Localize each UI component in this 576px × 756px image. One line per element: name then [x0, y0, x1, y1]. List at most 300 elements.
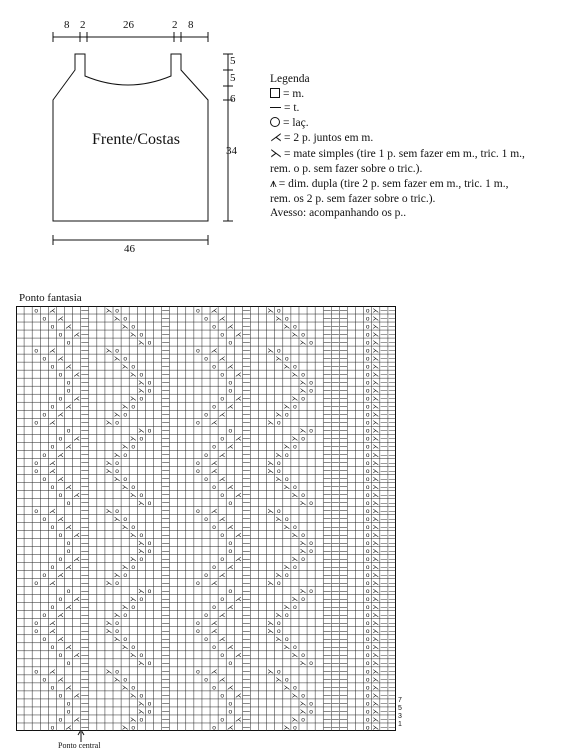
- stitch-symbol: o: [50, 523, 55, 531]
- purl-mark: —: [162, 531, 170, 539]
- purl-mark: —: [81, 555, 89, 563]
- purl-mark: —: [242, 676, 250, 684]
- purl-mark: —: [331, 700, 339, 708]
- purl-mark: —: [81, 491, 89, 499]
- stitch-symbol: o: [365, 515, 370, 523]
- purl-mark: —: [162, 307, 170, 315]
- stitch-symbol: o: [285, 355, 289, 363]
- purl-mark: —: [81, 547, 89, 555]
- purl-mark: —: [81, 563, 89, 571]
- stitch-symbol: ⋌: [57, 676, 64, 684]
- stitch-symbol: ⋌: [65, 403, 72, 411]
- stitch-symbol: ⋋: [299, 660, 307, 668]
- stitch-symbol: o: [123, 451, 127, 459]
- stitch-symbol: —: [388, 700, 396, 708]
- garment-schematic: [40, 14, 270, 264]
- stitch-symbol: o: [34, 620, 39, 628]
- stitch-symbol: o: [139, 371, 144, 379]
- stitch-symbol: ⋋: [267, 419, 274, 427]
- stitch-symbol: ⋌: [49, 347, 56, 355]
- stitch-symbol: o: [365, 531, 370, 539]
- stitch-symbol: ⋌: [218, 451, 226, 459]
- side-dim-1: 5: [230, 55, 236, 67]
- stitch-symbol: ⋋: [372, 612, 380, 620]
- purl-mark: —: [242, 716, 250, 724]
- top-dim-right-shoulder: 8: [188, 19, 194, 31]
- stitch-symbol: ⋌: [73, 435, 80, 443]
- stitch-symbol: o: [365, 307, 370, 315]
- purl-mark: —: [81, 475, 89, 483]
- purl-mark: —: [323, 619, 331, 627]
- stitch-symbol: ⋋: [299, 499, 307, 507]
- stitch-symbol: ⋌: [235, 652, 242, 660]
- purl-mark: —: [162, 700, 170, 708]
- stitch-symbol: ⋌: [210, 628, 218, 636]
- stitch-symbol: ⋋: [299, 547, 307, 555]
- purl-mark: —: [331, 411, 339, 419]
- purl-mark: —: [323, 371, 331, 379]
- stitch-symbol: —: [388, 451, 396, 459]
- purl-mark: —: [339, 603, 347, 611]
- stitch-symbol: ⋋: [372, 515, 380, 523]
- stitch-symbol: o: [42, 451, 47, 459]
- stitch-symbol: o: [131, 323, 136, 331]
- stitch-symbol: ⋋: [283, 644, 291, 652]
- purl-mark: —: [339, 619, 347, 627]
- purl-mark: —: [339, 323, 347, 331]
- purl-mark: —: [331, 579, 339, 587]
- stitch-symbol: ⋌: [65, 724, 72, 731]
- purl-mark: —: [242, 668, 250, 676]
- stitch-symbol: —: [380, 604, 388, 612]
- stitch-symbol: ⋋: [291, 692, 299, 700]
- stitch-symbol: ⋋: [372, 467, 380, 475]
- stitch-symbol: o: [58, 556, 63, 563]
- side-dim-4: 34: [226, 145, 237, 157]
- stitch-symbol: ⋋: [372, 419, 380, 427]
- stitch-symbol: o: [34, 307, 39, 315]
- purl-mark: —: [242, 459, 250, 467]
- stitch-symbol: o: [147, 588, 152, 596]
- stitch-symbol: ⋋: [372, 724, 380, 731]
- stitch-symbol: o: [228, 499, 233, 507]
- stitch-symbol: ⋌: [65, 604, 72, 612]
- top-dim-right-strap: 2: [172, 19, 178, 31]
- purl-mark: —: [242, 443, 250, 451]
- stitch-symbol: ⋋: [138, 539, 145, 547]
- stitch-symbol: o: [50, 724, 55, 731]
- stitch-symbol: ⋌: [235, 531, 242, 539]
- stitch-symbol: o: [309, 660, 313, 668]
- stitch-symbol: o: [365, 499, 370, 507]
- stitch-symbol: —: [388, 620, 396, 628]
- purl-mark: —: [242, 724, 250, 731]
- stitch-symbol: o: [139, 435, 144, 443]
- stitch-symbol: ⋌: [218, 636, 226, 644]
- purl-mark: —: [331, 611, 339, 619]
- stitch-symbol: o: [228, 547, 233, 555]
- stitch-symbol: —: [388, 411, 396, 419]
- top-dim-left-strap: 2: [80, 19, 86, 31]
- purl-mark: —: [162, 387, 170, 395]
- stitch-symbol: o: [42, 676, 47, 684]
- stitch-symbol: ⋌: [65, 483, 72, 491]
- stitch-symbol: o: [309, 387, 313, 395]
- stitch-symbol: ⋌: [210, 307, 218, 315]
- purl-mark: —: [162, 555, 170, 563]
- stitch-symbol: o: [50, 604, 55, 612]
- stitch-symbol: —: [380, 355, 388, 363]
- stitch-symbol: o: [276, 628, 281, 636]
- stitch-symbol: —: [380, 588, 388, 596]
- stitch-symbol: o: [34, 459, 39, 467]
- stitch-symbol: —: [388, 515, 396, 523]
- stitch-symbol: ⋌: [218, 475, 226, 483]
- purl-mark: —: [339, 660, 347, 668]
- purl-mark: —: [162, 467, 170, 475]
- stitch-symbol: o: [131, 684, 136, 692]
- stitch-symbol: o: [285, 515, 289, 523]
- purl-mark: —: [242, 692, 250, 700]
- stitch-symbol: ⋋: [275, 612, 283, 620]
- knit-square-icon: [270, 88, 280, 98]
- stitch-symbol: ⋌: [65, 684, 72, 692]
- purl-mark: —: [162, 716, 170, 724]
- stitch-symbol: ⋋: [105, 347, 113, 355]
- purl-mark: —: [162, 563, 170, 571]
- purl-mark: —: [242, 339, 250, 347]
- stitch-symbol: o: [139, 531, 144, 539]
- purl-mark: —: [331, 339, 339, 347]
- stitch-symbol: o: [365, 379, 370, 387]
- purl-mark: —: [81, 483, 89, 491]
- stitch-symbol: ⋌: [73, 395, 80, 403]
- stitch-symbol: ⋌: [210, 668, 218, 676]
- stitch-symbol: o: [276, 307, 281, 315]
- stitch-symbol: ⋋: [291, 331, 299, 339]
- stitch-symbol: o: [123, 475, 127, 483]
- stitch-symbol: o: [301, 435, 305, 443]
- stitch-symbol: —: [380, 724, 388, 731]
- stitch-symbol: ⋋: [372, 355, 380, 363]
- stitch-symbol: o: [50, 483, 55, 491]
- purl-mark: —: [323, 579, 331, 587]
- stitch-symbol: ⋋: [113, 636, 121, 644]
- stitch-symbol: o: [365, 660, 370, 668]
- stitch-symbol: —: [380, 371, 388, 379]
- purl-mark: —: [331, 323, 339, 331]
- stitch-symbol: —: [388, 668, 396, 676]
- purl-mark: —: [323, 708, 331, 716]
- purl-mark: —: [81, 652, 89, 660]
- stitch-symbol: ⋌: [227, 644, 234, 652]
- stitch-symbol: o: [365, 580, 370, 588]
- stitch-symbol: ⋋: [138, 547, 145, 555]
- purl-mark: —: [323, 684, 331, 692]
- stitch-symbol: o: [66, 339, 71, 347]
- purl-mark: —: [323, 435, 331, 443]
- purl-mark: —: [81, 411, 89, 419]
- stitch-symbol: ⋋: [291, 395, 299, 403]
- purl-mark: —: [331, 483, 339, 491]
- stitch-symbol: o: [365, 572, 370, 580]
- stitch-symbol: o: [365, 339, 370, 347]
- purl-mark: —: [339, 491, 347, 499]
- purl-mark: —: [81, 700, 89, 708]
- purl-mark: —: [162, 724, 170, 731]
- purl-mark: —: [242, 379, 250, 387]
- stitch-symbol: —: [388, 724, 396, 731]
- stitch-symbol: o: [115, 580, 119, 588]
- stitch-symbol: o: [50, 644, 55, 652]
- stitch-symbol: ⋋: [105, 459, 113, 467]
- stitch-symbol: o: [293, 564, 297, 572]
- stitch-symbol: ⋋: [372, 331, 380, 339]
- stitch-symbol: o: [147, 387, 152, 395]
- stitch-symbol: o: [123, 636, 127, 644]
- purl-mark: —: [339, 395, 347, 403]
- purl-mark: —: [339, 587, 347, 595]
- stitch-symbol: ⋋: [129, 652, 137, 660]
- stitch-symbol: —: [380, 379, 388, 387]
- purl-mark: —: [162, 339, 170, 347]
- stitch-symbol: o: [139, 331, 144, 339]
- stitch-symbol: o: [58, 596, 63, 604]
- stitch-symbol: o: [365, 604, 370, 612]
- stitch-symbol: ⋌: [235, 395, 242, 403]
- purl-mark: —: [81, 347, 89, 355]
- stitch-symbol: o: [212, 483, 216, 491]
- stitch-symbol: —: [388, 572, 396, 580]
- stitch-symbol: o: [365, 419, 370, 427]
- stitch-symbol: —: [380, 499, 388, 507]
- purl-mark: —: [331, 708, 339, 716]
- stitch-symbol: —: [388, 379, 396, 387]
- stitch-symbol: ⋋: [129, 692, 137, 700]
- purl-mark: —: [323, 307, 331, 315]
- stitch-symbol: ⋋: [267, 459, 274, 467]
- stitch-symbol: o: [58, 371, 63, 379]
- stitch-symbol: ⋋: [275, 676, 283, 684]
- stitch-symbol: —: [380, 531, 388, 539]
- stitch-symbol: o: [365, 644, 370, 652]
- stitch-symbol: ⋋: [372, 443, 380, 451]
- stitch-symbol: o: [204, 612, 208, 620]
- stitch-symbol: ⋌: [49, 580, 56, 588]
- stitch-symbol: o: [365, 403, 370, 411]
- stitch-symbol: o: [301, 331, 305, 339]
- stitch-symbol: ⋋: [113, 572, 121, 580]
- purl-mark: —: [323, 331, 331, 339]
- stitch-symbol: o: [66, 708, 71, 716]
- stitch-symbol: o: [365, 612, 370, 620]
- purl-mark: —: [339, 459, 347, 467]
- stitch-symbol: ⋋: [372, 580, 380, 588]
- side-dim-3: 6: [230, 93, 236, 105]
- stitch-symbol: ⋋: [299, 708, 307, 716]
- purl-mark: —: [162, 411, 170, 419]
- stitch-symbol: o: [365, 620, 370, 628]
- stitch-symbol: ⋋: [372, 507, 380, 515]
- stitch-symbol: o: [34, 580, 39, 588]
- stitch-symbol: o: [115, 347, 119, 355]
- stitch-symbol: o: [293, 523, 297, 531]
- purl-mark: —: [81, 628, 89, 636]
- purl-mark: —: [323, 595, 331, 603]
- purl-mark: —: [162, 499, 170, 507]
- stitch-symbol: o: [365, 483, 370, 491]
- stitch-symbol: o: [220, 395, 224, 403]
- stitch-symbol: o: [58, 491, 63, 499]
- stitch-symbol: ⋌: [65, 323, 72, 331]
- purl-mark: —: [339, 547, 347, 555]
- purl-mark: —: [323, 507, 331, 515]
- stitch-symbol: —: [380, 467, 388, 475]
- stitch-symbol: —: [388, 419, 396, 427]
- stitch-symbol: —: [380, 435, 388, 443]
- stitch-symbol: o: [365, 539, 370, 547]
- stitch-symbol: o: [50, 684, 55, 692]
- purl-mark: —: [331, 387, 339, 395]
- stitch-symbol: o: [34, 668, 39, 676]
- stitch-symbol: ⋌: [73, 556, 80, 563]
- purl-mark: —: [339, 507, 347, 515]
- stitch-symbol: o: [212, 403, 216, 411]
- stitch-symbol: —: [388, 331, 396, 339]
- stitch-symbol: o: [34, 419, 39, 427]
- purl-mark: —: [162, 419, 170, 427]
- stitch-symbol: o: [42, 315, 47, 323]
- purl-mark: —: [242, 531, 250, 539]
- stitch-symbol: o: [220, 652, 224, 660]
- stitch-symbol: o: [196, 307, 200, 315]
- purl-mark: —: [242, 491, 250, 499]
- purl-mark: —: [242, 475, 250, 483]
- stitch-symbol: ⋋: [291, 435, 299, 443]
- stitch-symbol: ⋋: [372, 315, 380, 323]
- purl-mark: —: [339, 724, 347, 731]
- stitch-symbol: ⋋: [291, 596, 299, 604]
- piece-label: Frente/Costas: [92, 131, 180, 148]
- stitch-symbol: ⋋: [299, 539, 307, 547]
- stitch-symbol: o: [365, 564, 370, 572]
- stitch-symbol: o: [34, 507, 39, 515]
- purl-mark: —: [339, 499, 347, 507]
- stitch-symbol: o: [365, 507, 370, 515]
- stitch-symbol: ⋌: [73, 491, 80, 499]
- stitch-symbol: o: [309, 700, 313, 708]
- stitch-symbol: ⋌: [49, 507, 56, 515]
- side-dim-2: 5: [230, 72, 236, 84]
- stitch-symbol: o: [228, 660, 233, 668]
- purl-mark: —: [162, 435, 170, 443]
- purl-mark: —: [162, 315, 170, 323]
- stitch-symbol: o: [285, 612, 289, 620]
- purl-mark: —: [162, 708, 170, 716]
- purl-mark: —: [81, 427, 89, 435]
- stitch-symbol: ⋌: [57, 411, 64, 419]
- stitch-symbol: ⋋: [283, 523, 291, 531]
- purl-mark: —: [323, 499, 331, 507]
- stitch-symbol: —: [380, 708, 388, 716]
- stitch-symbol: o: [365, 387, 370, 395]
- stitch-symbol: ⋌: [57, 315, 64, 323]
- stitch-symbol: o: [147, 708, 152, 716]
- purl-mark: —: [242, 435, 250, 443]
- stitch-symbol: o: [196, 467, 200, 475]
- purl-mark: —: [323, 411, 331, 419]
- purl-mark: —: [162, 668, 170, 676]
- stitch-symbol: o: [115, 668, 119, 676]
- purl-mark: —: [323, 315, 331, 323]
- stitch-symbol: ⋋: [121, 363, 129, 371]
- purl-mark: —: [339, 387, 347, 395]
- stitch-symbol: ⋋: [372, 676, 380, 684]
- stitch-symbol: —: [388, 347, 396, 355]
- stitch-symbol: ⋋: [372, 644, 380, 652]
- stitch-symbol: o: [204, 355, 208, 363]
- stitch-symbol: o: [276, 668, 281, 676]
- purl-mark: —: [81, 499, 89, 507]
- purl-mark: —: [323, 644, 331, 652]
- stitch-symbol: o: [58, 395, 63, 403]
- purl-mark: —: [81, 323, 89, 331]
- purl-mark: —: [323, 628, 331, 636]
- purl-mark: —: [323, 403, 331, 411]
- purl-mark: —: [323, 531, 331, 539]
- stitch-symbol: o: [365, 395, 370, 403]
- stitch-symbol: ⋋: [372, 652, 380, 660]
- stitch-symbol: ⋋: [121, 644, 129, 652]
- stitch-symbol: ⋋: [138, 660, 145, 668]
- stitch-symbol: ⋋: [372, 387, 380, 395]
- stitch-symbol: o: [285, 451, 289, 459]
- stitch-symbol: o: [196, 347, 200, 355]
- stitch-symbol: ⋌: [235, 331, 242, 339]
- purl-mark: —: [81, 515, 89, 523]
- stitch-symbol: —: [388, 523, 396, 531]
- stitch-symbol: —: [380, 483, 388, 491]
- purl-mark: —: [242, 387, 250, 395]
- stitch-symbol: ⋌: [227, 724, 234, 731]
- purl-mark: —: [339, 555, 347, 563]
- stitch-symbol: —: [380, 427, 388, 435]
- purl-mark: —: [81, 419, 89, 427]
- legend-title: Legenda: [270, 73, 310, 85]
- stitch-symbol: ⋋: [129, 716, 137, 724]
- stitch-symbol: o: [309, 339, 313, 347]
- purl-mark: —: [339, 708, 347, 716]
- legend-item-ssk-cont: rem. o p. sem fazer sobre o tric.).: [270, 162, 423, 175]
- stitch-chart-grid: [16, 306, 396, 731]
- legend-item-k2tog: ⋌ = 2 p. juntos em m.: [270, 130, 374, 145]
- stitch-symbol: ⋌: [235, 692, 242, 700]
- purl-mark: —: [81, 692, 89, 700]
- purl-mark: —: [242, 636, 250, 644]
- stitch-symbol: o: [365, 411, 370, 419]
- stitch-symbol: ⋋: [113, 451, 121, 459]
- purl-mark: —: [339, 331, 347, 339]
- stitch-symbol: o: [365, 547, 370, 555]
- stitch-symbol: o: [139, 395, 144, 403]
- purl-mark: —: [323, 451, 331, 459]
- legend-item-purl: = t.: [270, 101, 570, 116]
- stitch-symbol: o: [66, 499, 71, 507]
- stitch-symbol: o: [204, 411, 208, 419]
- stitch-symbol: —: [380, 716, 388, 724]
- stitch-symbol: ⋋: [283, 483, 291, 491]
- k2tog-icon: ⋌: [270, 130, 282, 145]
